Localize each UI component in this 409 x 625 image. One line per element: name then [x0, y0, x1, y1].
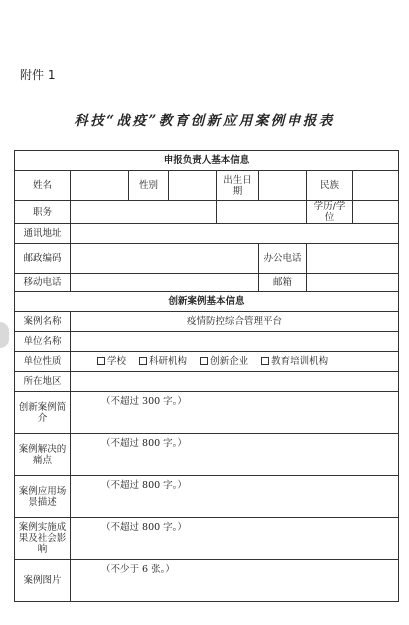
images-label: 案例图片 — [15, 560, 71, 602]
option-training-label: 教育培训机构 — [271, 356, 329, 367]
unit-name-row — [15, 332, 399, 352]
unit-type-options — [71, 352, 399, 372]
form-title: 科技“战疫”教育创新应用案例申报表 — [74, 113, 335, 129]
case-name-row — [15, 312, 399, 332]
pain-field[interactable]: （不超过 800 字。） — [71, 434, 399, 476]
case-name-field[interactable]: 疫情防控综合管理平台 — [71, 312, 399, 332]
email-field[interactable] — [307, 274, 399, 292]
intro-field[interactable]: （不超过 300 字。） — [71, 392, 399, 434]
intro-row — [15, 392, 399, 434]
section1-heading: 申报负责人基本信息 — [15, 151, 399, 171]
birth-date-field[interactable] — [259, 171, 307, 201]
birth-date-label: 出生日期 — [217, 171, 259, 201]
education-field[interactable] — [353, 201, 399, 224]
position-row — [15, 201, 399, 224]
region-field[interactable] — [71, 372, 399, 392]
impact-field[interactable]: （不超过 800 字。） — [71, 518, 399, 560]
gender-label: 性别 — [129, 171, 169, 201]
images-row — [15, 560, 399, 602]
scene-row — [15, 476, 399, 518]
option-school-label: 学校 — [107, 356, 127, 367]
unit-type-label: 单位性质 — [15, 352, 71, 372]
name-row — [15, 171, 399, 201]
region-label: 所在地区 — [15, 372, 71, 392]
scene-field[interactable]: （不超过 800 字。） — [71, 476, 399, 518]
impact-row — [15, 518, 399, 560]
postcode-row — [15, 244, 399, 274]
checkbox-icon[interactable] — [261, 357, 269, 365]
images-field[interactable]: （不少于 6 张。） — [71, 560, 399, 602]
pain-label: 案例解决的痛点 — [15, 434, 71, 476]
education-label: 学历/学位 — [307, 201, 353, 224]
mobile-row — [15, 274, 399, 292]
section1-header-row — [15, 151, 399, 171]
office-phone-label: 办公电话 — [259, 244, 307, 274]
name-label: 姓名 — [15, 171, 71, 201]
postcode-field[interactable] — [71, 244, 259, 274]
address-row — [15, 224, 399, 244]
option-enterprise-label: 创新企业 — [210, 356, 249, 367]
position-field-extra[interactable] — [217, 201, 307, 224]
option-school[interactable] — [97, 356, 126, 367]
postcode-label: 邮政编码 — [15, 244, 71, 274]
office-phone-field[interactable] — [307, 244, 399, 274]
section2-header-row — [15, 292, 399, 312]
application-form-table — [14, 150, 399, 602]
unit-name-field[interactable] — [71, 332, 399, 352]
address-label: 通讯地址 — [15, 224, 71, 244]
ethnicity-label: 民族 — [307, 171, 353, 201]
checkbox-icon[interactable] — [200, 357, 208, 365]
name-field[interactable] — [71, 171, 129, 201]
impact-label: 案例实施成果及社会影响 — [15, 518, 71, 560]
gender-field[interactable] — [169, 171, 217, 201]
pain-row — [15, 434, 399, 476]
option-research-label: 科研机构 — [149, 356, 188, 367]
mobile-field[interactable] — [71, 274, 259, 292]
case-name-label: 案例名称 — [15, 312, 71, 332]
option-training[interactable] — [261, 356, 328, 367]
section2-heading: 创新案例基本信息 — [15, 292, 399, 312]
option-enterprise[interactable] — [200, 356, 248, 367]
email-label: 邮箱 — [259, 274, 307, 292]
address-field[interactable] — [71, 224, 399, 244]
ethnicity-field[interactable] — [353, 171, 399, 201]
attachment-label: 附件 1 — [20, 68, 56, 82]
position-field[interactable] — [71, 201, 217, 224]
position-label: 职务 — [15, 201, 71, 224]
checkbox-icon[interactable] — [97, 357, 105, 365]
intro-label: 创新案例简介 — [15, 392, 71, 434]
checkbox-icon[interactable] — [139, 357, 147, 365]
scene-label: 案例应用场景描述 — [15, 476, 71, 518]
unit-name-label: 单位名称 — [15, 332, 71, 352]
scroll-handle[interactable] — [0, 322, 9, 348]
option-research[interactable] — [139, 356, 187, 367]
region-row — [15, 372, 399, 392]
mobile-label: 移动电话 — [15, 274, 71, 292]
unit-type-row — [15, 352, 399, 372]
